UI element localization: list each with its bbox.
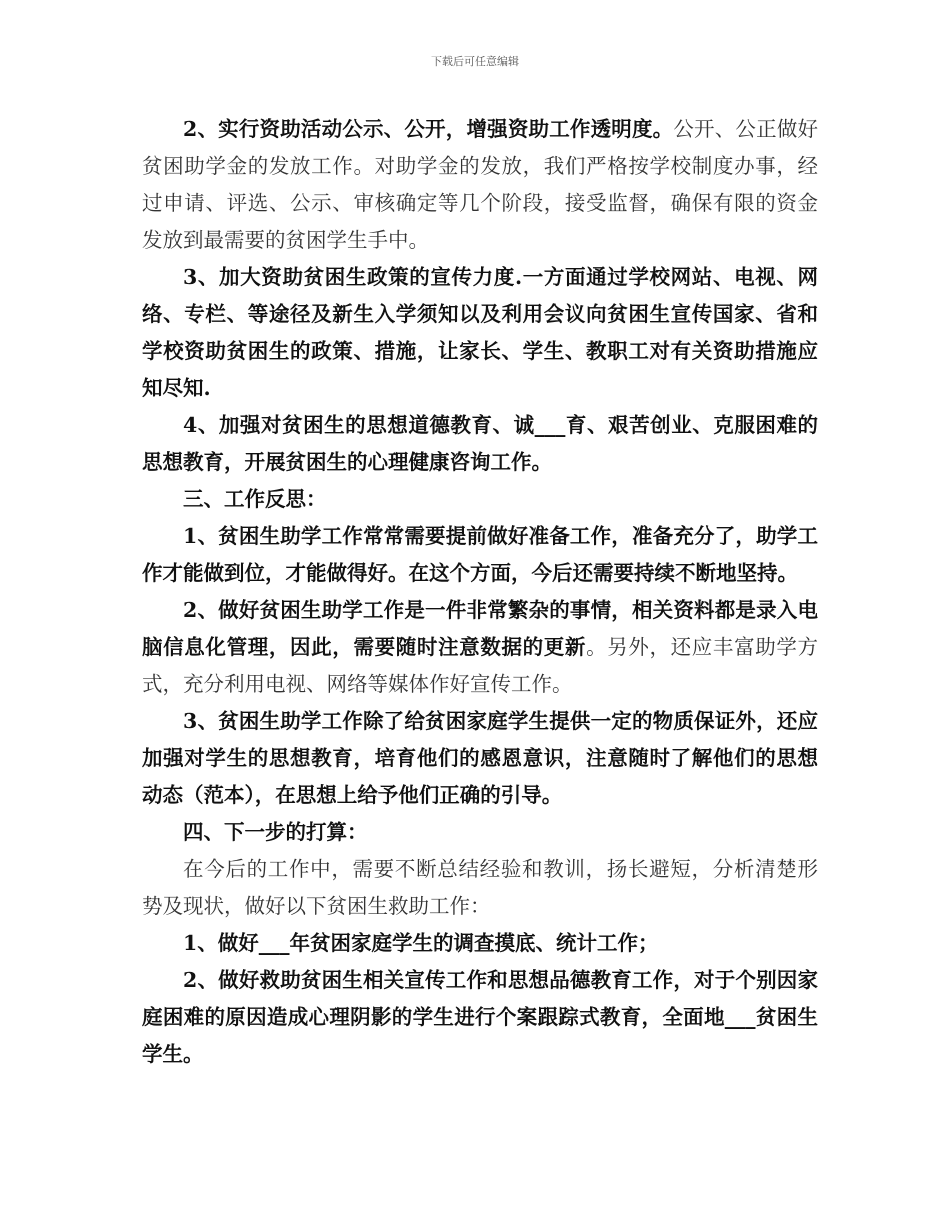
paragraph-lead-text: 4、加强对贫困生的思想道德教育、诚___育、艰苦创业、克服困难的思想教育，开展贫困生的心理健康咨询工作。 [142,413,818,474]
paragraph-lead-text: 2、实行资助活动公示、公开，增强资助工作透明度。 [183,117,674,141]
paragraph-2-publicity [142,111,818,259]
paragraph-lead-text: 2、做好救助贫困生相关宣传工作和思想品德教育工作，对于个别因家庭困难的原因造成心理阴影的学生进行个案跟踪式教育，全面地___贫困生学生。 [142,968,818,1066]
paragraph-lead-text: 1、贫困生助学工作常常需要提前做好准备工作，准备充分了，助学工作才能做到位，才能做得好。在这个方面，今后还需要持续不断地坚持。 [142,524,818,585]
paragraph-lead-text: 1、做好___年贫困家庭学生的调查摸底、统计工作； [183,931,659,955]
paragraph-reflection-1 [142,518,818,592]
paragraph-lead-text: 3、加大资助贫困生政策的宣传力度.一方面通过学校网站、电视、网络、专栏、等途径及新生入学须知以及利用会议向贫困生宣传国家、省和学校资助贫困生的政策、措施，让家长、学生、教职工对有关资助措施应知尽知. [142,265,818,400]
paragraph-reflection-2 [142,592,818,703]
document-body [142,111,818,1073]
section-heading-next-steps [142,814,818,851]
section-heading-text: 四、下一步的打算： [183,820,368,844]
page-header: 下载后可任意编辑 [431,55,519,68]
section-heading-text: 三、工作反思： [183,487,327,511]
paragraph-body-text: 在今后的工作中，需要不断总结经验和教训，扬长避短，分析清楚形势及现状，做好以下贫困生救助工作： [142,857,818,918]
paragraph-body-text: 。另外，还应丰富助学方式，充分利用电视、网络等媒体作好宣传工作。 [142,635,819,696]
paragraph-body-text: 公开、公正做好贫困助学金的发放工作。对助学金的发放，我们严格按学校制度办事，经过申请、评选、公示、审核确定等几个阶段，接受监督，确保有限的资金发放到最需要的贫困学生手中。 [142,117,819,252]
section-heading-reflection [142,481,818,518]
paragraph-next-steps-intro [142,851,818,925]
paragraph-3-policy-promotion [142,259,818,407]
paragraph-4-education [142,407,818,481]
paragraph-next-step-1 [142,925,818,962]
paragraph-lead-text: 3、贫困生助学工作除了给贫困家庭学生提供一定的物质保证外，还应加强对学生的思想教育，培育他们的感恩意识，注意随时了解他们的思想动态（范本），在思想上给予他们正确的引导。 [142,709,818,807]
paragraph-reflection-3 [142,703,818,814]
paragraph-next-step-2 [142,962,818,1073]
paragraph-lead-text: 2、做好贫困生助学工作是一件非常繁杂的事情，相关资料都是录入电脑信息化管理，因此，需要随时注意数据的更新 [142,598,818,659]
